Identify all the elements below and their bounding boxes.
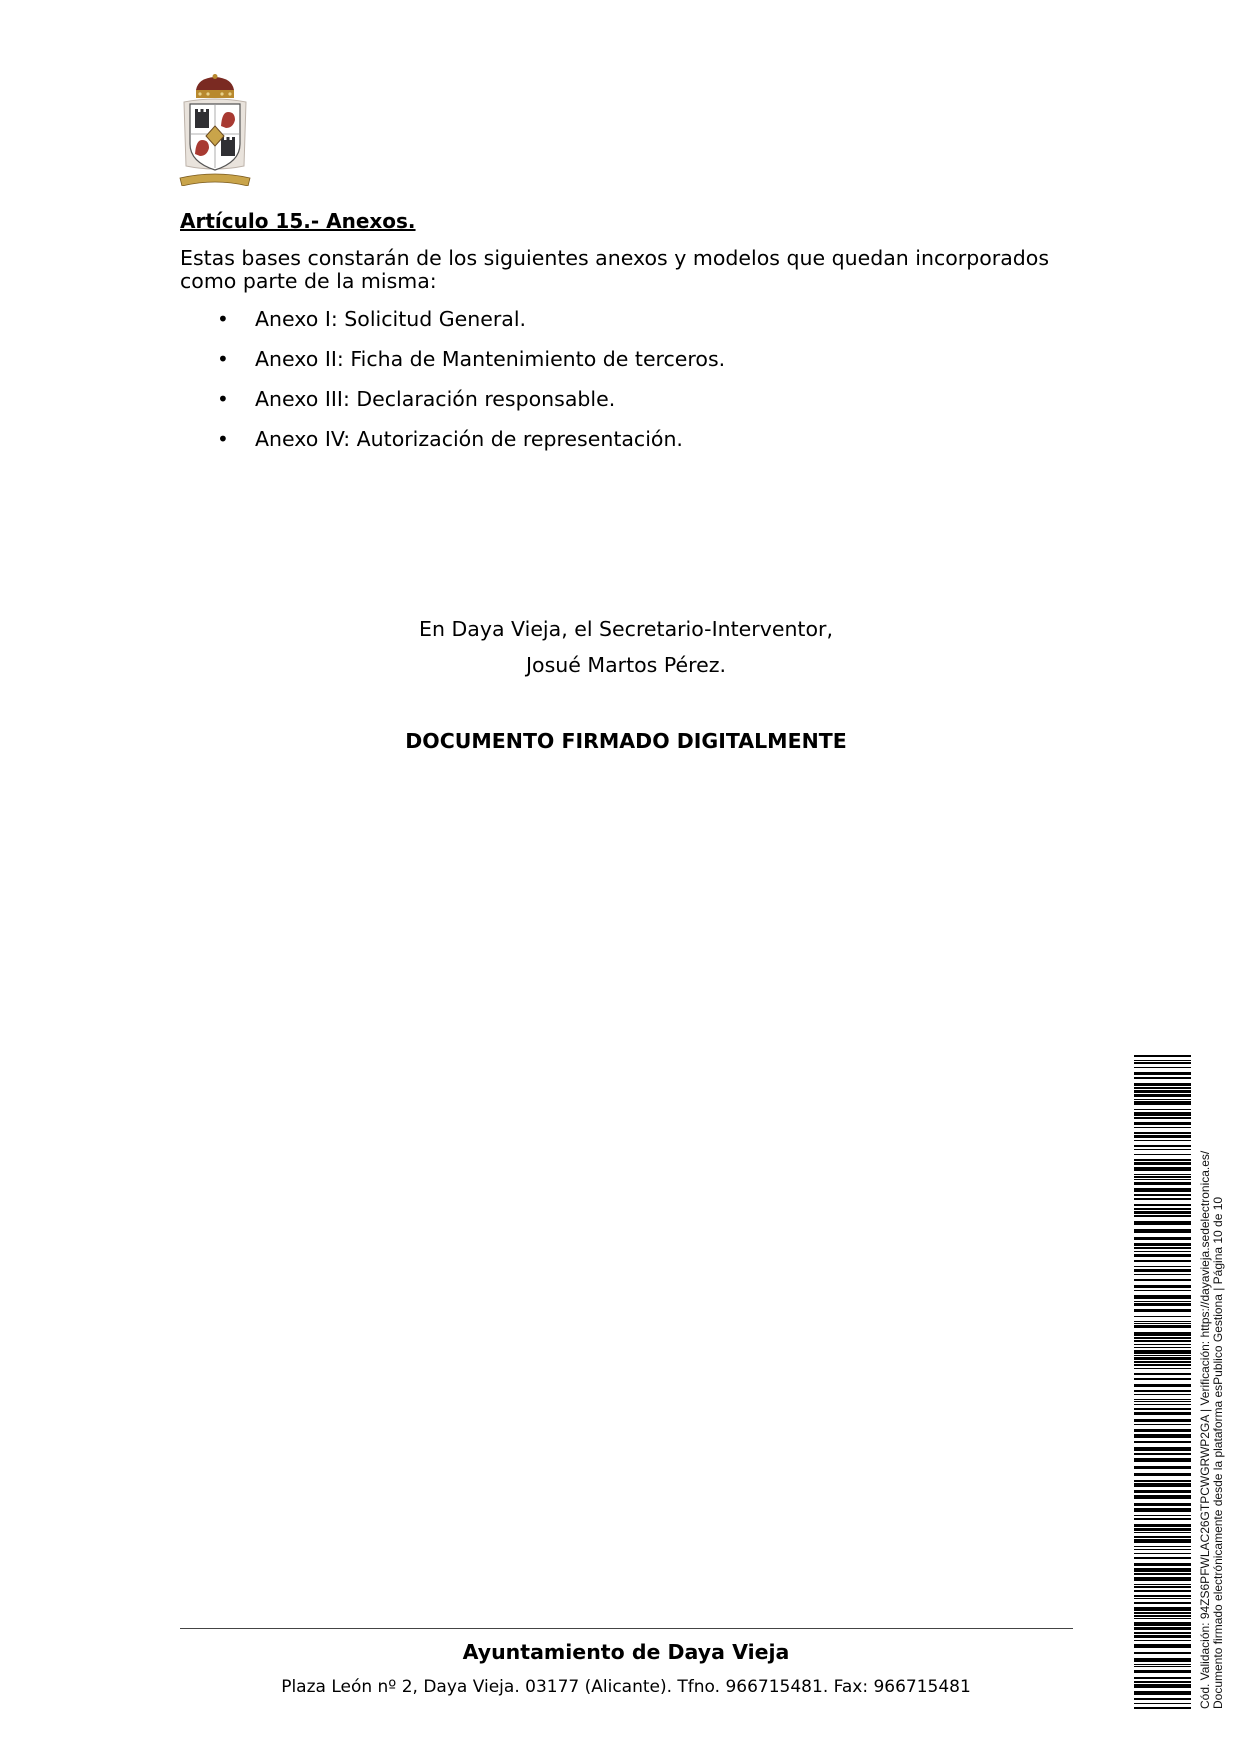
barcode-bar: [1134, 1355, 1191, 1356]
barcode-bar: [1134, 1285, 1191, 1288]
barcode-bar: [1134, 1344, 1191, 1345]
barcode-bar: [1134, 1612, 1191, 1614]
barcode-bar: [1134, 1211, 1191, 1214]
barcode-bar: [1134, 1557, 1191, 1559]
signature-place-role: En Daya Vieja, el Secretario-Interventor,: [419, 617, 833, 641]
barcode-bar: [1134, 1109, 1191, 1110]
barcode-bar: [1134, 1361, 1191, 1363]
barcode-bar: [1134, 1441, 1191, 1443]
barcode-bar: [1134, 1357, 1191, 1360]
barcode-bar: [1134, 1204, 1191, 1206]
verification-platform-line: Documento firmado electrónicamente desde la plataforma esPublico Gestiona | Página 10 de 10: [1211, 1196, 1225, 1709]
barcode-bar: [1134, 1419, 1191, 1422]
barcode-bar: [1134, 1707, 1191, 1709]
barcode-bar: [1134, 1237, 1191, 1240]
barcode-icon: [1134, 1055, 1191, 1709]
annex-label: Anexo I: Solicitud General.: [255, 307, 527, 331]
barcode-bar: [1134, 1229, 1191, 1233]
footer-title: Ayuntamiento de Daya Vieja: [462, 1640, 790, 1664]
motto-banner: [180, 174, 250, 186]
barcode-bar: [1134, 1243, 1191, 1246]
barcode-bar: [1134, 1584, 1191, 1585]
list-item: [180, 306, 725, 346]
barcode-bar: [1134, 1364, 1191, 1366]
barcode-bar: [1134, 1140, 1191, 1141]
barcode-bar: [1134, 1563, 1191, 1566]
barcode-bar: [1134, 1221, 1191, 1225]
barcode-bar: [1134, 1553, 1191, 1554]
barcode-bar: [1134, 1466, 1191, 1469]
article-heading: Artículo 15.- Anexos.: [180, 209, 416, 233]
barcode-bar: [1134, 1179, 1191, 1180]
barcode-bar: [1134, 1684, 1191, 1688]
barcode-bar: [1134, 1378, 1191, 1380]
barcode-bar: [1134, 1447, 1191, 1451]
barcode-bar: [1134, 1159, 1191, 1161]
barcode-bar: [1134, 1635, 1191, 1638]
barcode-bar: [1134, 1194, 1191, 1196]
barcode-bar: [1134, 1453, 1191, 1455]
annex-label: Anexo IV: Autorización de representación.: [255, 427, 683, 451]
barcode-bar: [1134, 1412, 1191, 1415]
barcode-bar: [1134, 1135, 1191, 1138]
barcode-bar: [1134, 1590, 1191, 1592]
barcode-bar: [1134, 1251, 1191, 1252]
article-intro: Estas bases constarán de los siguientes anexos y modelos que quedan incorporados como parte de la misma:: [180, 246, 1049, 293]
barcode-bar: [1134, 1149, 1191, 1150]
barcode-bar: [1134, 1274, 1191, 1275]
barcode-bar: [1134, 1340, 1191, 1342]
barcode-bar: [1134, 1279, 1191, 1281]
barcode-bar: [1134, 1568, 1191, 1572]
barcode-bar: [1134, 1087, 1191, 1089]
barcode-bar: [1134, 1384, 1191, 1387]
barcode-bar: [1134, 1260, 1191, 1262]
barcode-bar: [1134, 1401, 1191, 1402]
barcode-bar: [1134, 1549, 1191, 1550]
barcode-bar: [1134, 1309, 1191, 1312]
barcode-bar: [1134, 1162, 1191, 1165]
barcode-bar: [1134, 1586, 1191, 1588]
barcode-bar: [1134, 1577, 1191, 1581]
barcode-bar: [1134, 1373, 1191, 1375]
bullet-icon: •: [217, 427, 229, 451]
coat-of-arms-logo: [178, 74, 252, 186]
barcode-bar: [1134, 1595, 1191, 1597]
barcode-bar: [1134, 1122, 1191, 1125]
barcode-bar: [1134, 1681, 1191, 1683]
barcode-bar: [1134, 1269, 1191, 1272]
barcode-bar: [1134, 1067, 1191, 1068]
barcode-bar: [1134, 1174, 1191, 1175]
barcode-bar: [1134, 1055, 1191, 1057]
barcode-bar: [1134, 1677, 1191, 1679]
barcode-bar: [1134, 1473, 1191, 1476]
barcode-bar: [1134, 1295, 1191, 1299]
barcode-bar: [1134, 1182, 1191, 1185]
verification-text: [1199, 1151, 1225, 1709]
barcode-bar: [1134, 1658, 1191, 1662]
barcode-bar: [1134, 1254, 1191, 1257]
barcode-bar: [1134, 1117, 1191, 1119]
barcode-bar: [1134, 1188, 1191, 1192]
barcode-bar: [1134, 1508, 1191, 1512]
list-item: [180, 386, 725, 426]
annex-label: Anexo II: Ficha de Mantenimiento de terceros.: [255, 347, 726, 371]
barcode-bar: [1134, 1090, 1191, 1093]
barcode-bar: [1134, 1215, 1191, 1217]
barcode-bar: [1134, 1515, 1191, 1516]
digitally-signed-note: DOCUMENTO FIRMADO DIGITALMENTE: [405, 729, 847, 753]
barcode-bar: [1134, 1101, 1191, 1105]
barcode-bar: [1134, 1518, 1191, 1520]
barcode-bar: [1134, 1703, 1191, 1704]
barcode-bar: [1134, 1503, 1191, 1506]
barcode-bar: [1134, 1099, 1191, 1100]
barcode-bar: [1134, 1337, 1191, 1339]
barcode-bar: [1134, 1607, 1191, 1611]
barcode-bar: [1134, 1640, 1191, 1641]
barcode-bar: [1134, 1350, 1191, 1354]
barcode-bar: [1134, 1495, 1191, 1499]
barcode-bar: [1134, 1332, 1191, 1336]
footer-address: Plaza León nº 2, Daya Vieja. 03177 (Alicante). Tfno. 966715481. Fax: 966715481: [281, 1677, 971, 1697]
barcode-bar: [1134, 1325, 1191, 1328]
barcode-bar: [1134, 1458, 1191, 1462]
barcode-bar: [1134, 1408, 1191, 1410]
barcode-bar: [1134, 1083, 1191, 1086]
barcode-bar: [1134, 1622, 1191, 1626]
barcode-bar: [1134, 1132, 1191, 1134]
bullet-icon: •: [217, 387, 229, 411]
barcode-bar: [1134, 1394, 1191, 1395]
footer-divider: [180, 1628, 1073, 1629]
barcode-bar: [1134, 1266, 1191, 1267]
barcode-bar: [1134, 1480, 1191, 1482]
barcode-bar: [1134, 1060, 1191, 1061]
barcode-bar: [1134, 1691, 1191, 1695]
barcode-bar: [1134, 1698, 1191, 1700]
list-item: [180, 426, 725, 466]
barcode-bar: [1134, 1154, 1191, 1155]
barcode-bar: [1134, 1112, 1191, 1116]
barcode-bar: [1134, 1536, 1191, 1538]
barcode-bar: [1134, 1390, 1191, 1392]
barcode-bar: [1134, 1483, 1191, 1487]
barcode-bar: [1134, 1627, 1191, 1630]
barcode-bar: [1134, 1062, 1191, 1064]
barcode-bar: [1134, 1573, 1191, 1575]
barcode-bar: [1134, 1664, 1191, 1665]
annex-list: [180, 306, 725, 466]
barcode-bar: [1134, 1429, 1191, 1432]
barcode-bar: [1134, 1347, 1191, 1348]
shield-icon: [190, 104, 240, 170]
bullet-icon: •: [217, 347, 229, 371]
list-item: [180, 346, 725, 386]
barcode-bar: [1134, 1176, 1191, 1178]
barcode-bar: [1134, 1528, 1191, 1531]
barcode-bar: [1134, 1615, 1191, 1617]
barcode-bar: [1134, 1323, 1191, 1324]
barcode-bar: [1134, 1127, 1191, 1128]
verification-code-line: Cód. Validación: 94ZS6PFWLAC26GTPCWGRWP2GA | Verificación: https://dayavieja.sedelectronica.es/: [1198, 1150, 1212, 1709]
barcode-bar: [1134, 1434, 1191, 1438]
barcode-bar: [1134, 1652, 1191, 1654]
barcode-bar: [1134, 1303, 1191, 1306]
signature-name: Josué Martos Pérez.: [526, 653, 726, 677]
barcode-bar: [1134, 1404, 1191, 1405]
barcode-bar: [1134, 1399, 1191, 1400]
barcode-bar: [1134, 1670, 1191, 1673]
barcode-bar: [1134, 1094, 1191, 1097]
barcode-bar: [1134, 1321, 1191, 1322]
barcode-bar: [1134, 1632, 1191, 1634]
bullet-icon: •: [217, 307, 229, 331]
barcode-bar: [1134, 1644, 1191, 1648]
barcode-bar: [1134, 1602, 1191, 1604]
barcode-bar: [1134, 1072, 1191, 1075]
barcode-bar: [1134, 1532, 1191, 1533]
barcode-bar: [1134, 1598, 1191, 1599]
barcode-bar: [1134, 1208, 1191, 1210]
barcode-bar: [1134, 1301, 1191, 1302]
barcode-bar: [1134, 1424, 1191, 1425]
crown-icon: [196, 74, 234, 98]
barcode-bar: [1134, 1524, 1191, 1527]
barcode-bar: [1134, 1490, 1191, 1493]
barcode-bar: [1134, 1618, 1191, 1619]
barcode-bar: [1134, 1539, 1191, 1543]
barcode-bar: [1134, 1290, 1191, 1291]
barcode-bar: [1134, 1198, 1191, 1200]
barcode-bar: [1134, 1145, 1191, 1147]
barcode-bar: [1134, 1077, 1191, 1079]
annex-label: Anexo III: Declaración responsable.: [255, 387, 616, 411]
barcode-bar: [1134, 1546, 1191, 1547]
barcode-bar: [1134, 1316, 1191, 1317]
barcode-bar: [1134, 1666, 1191, 1667]
barcode-bar: [1134, 1167, 1191, 1171]
barcode-bar: [1134, 1247, 1191, 1249]
barcode-bar: [1134, 1368, 1191, 1369]
